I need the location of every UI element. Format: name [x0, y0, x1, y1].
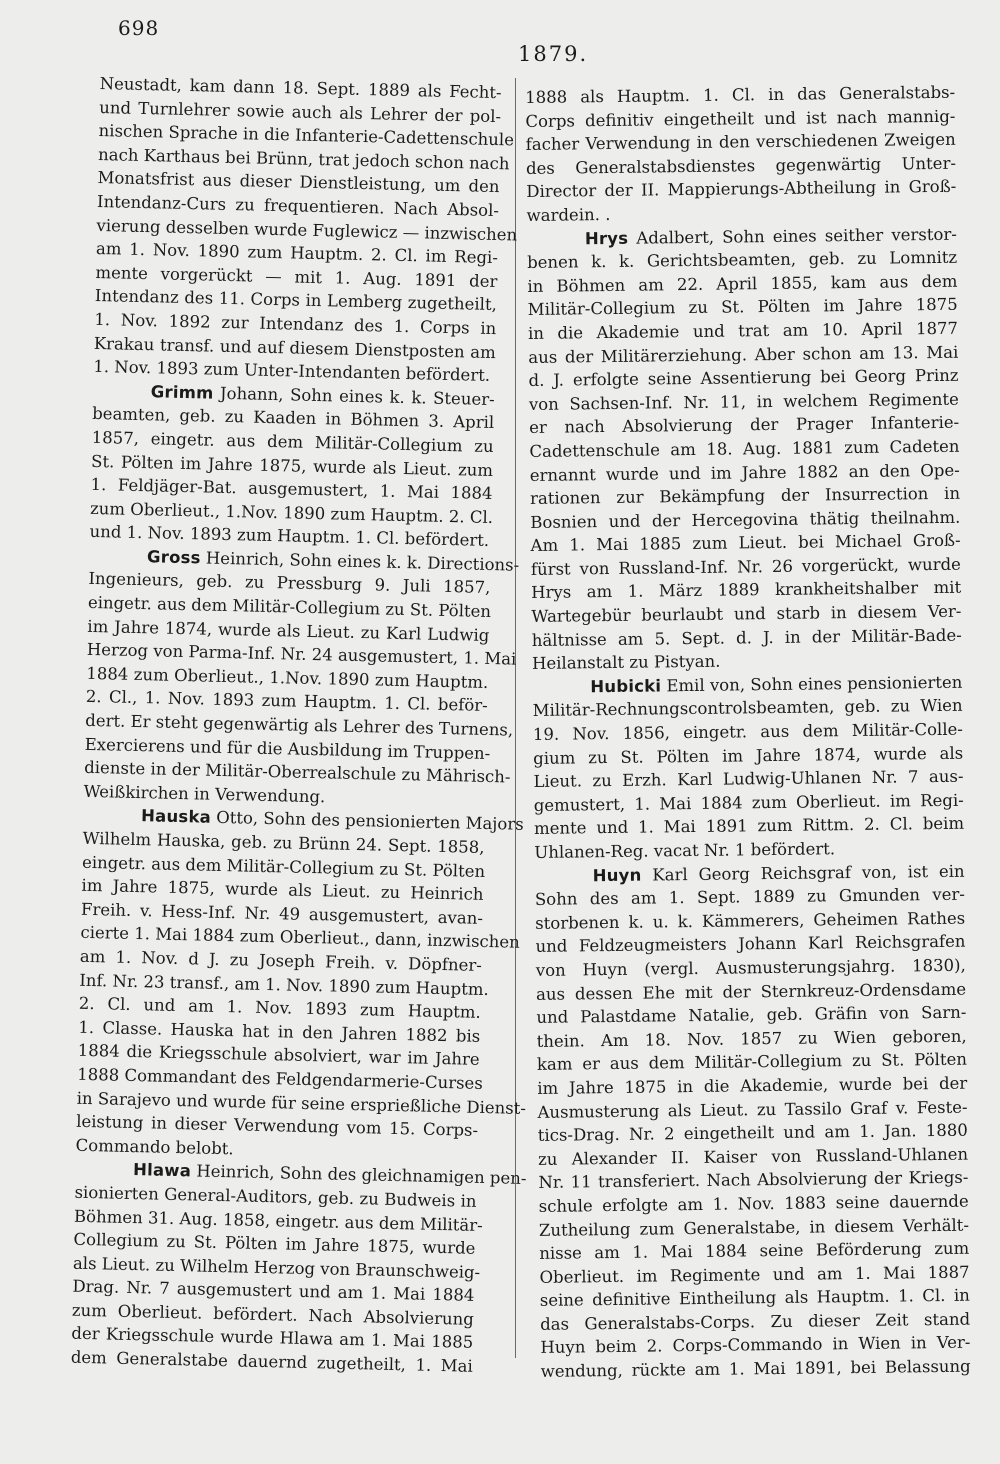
line-text: Intendanz-Curs zu frequentieren. Nach Absol- [96, 191, 500, 221]
line-text: Emil von, Sohn eines pensionierten [661, 672, 963, 696]
line-text: 2. Cl. und am 1. Nov. 1893 zum Hauptm. [78, 993, 481, 1023]
line-text: 1857, eingetr. aus dem Militär-Collegium zu [91, 427, 494, 456]
line-text: zum Oberlieut. befördert. Nach Absolvierung [71, 1300, 475, 1329]
line-text: zum Oberlieut., 1.Nov. 1890 zum Hauptm. 2. Cl. [89, 498, 494, 527]
right-column [525, 81, 971, 1384]
text-line [541, 1355, 971, 1384]
entry-name: Grimm [150, 381, 214, 403]
line-text: Oberlieut. im Regimente und am 1. Mai 1887 [539, 1262, 970, 1287]
line-text: Lieut. zu Erzh. Karl Ludwig-Uhlanen Nr. 7 aus- [533, 766, 964, 792]
line-text: rationen zur Bekämpfung der Insurrection in [529, 483, 961, 509]
line-text: Wilhelm Hauska, geb. zu Brünn 24. Sept. 1858, [82, 828, 485, 857]
line-text: Neustadt, kam dann 18. Sept. 1889 als Fecht- [99, 73, 502, 103]
line-text: kam er aus dem Militär-Collegium zu St. Pölten [536, 1050, 968, 1075]
line-text: 2. Cl., 1. Nov. 1893 zum Hauptm. 1. Cl. beför- [85, 687, 488, 716]
line-text: 1888 als Hauptm. 1. Cl. in das Generalstabs- [525, 82, 956, 107]
line-text: Herzog von Parma-Inf. Nr. 24 ausgemustert, 1. Mai [86, 640, 517, 669]
line-text: Adalbert, Sohn eines seither verstor- [628, 224, 957, 248]
line-text: Collegium zu St. Pölten im Jahre 1875, wurde [73, 1229, 476, 1258]
line-text: Cadettenschule am 18. Aug. 1881 zum Cadeten [529, 436, 960, 461]
line-text: eingetr. aus dem Militär-Collegium zu St. Pölten [81, 852, 486, 881]
line-text: Heinrich, Sohn eines k. k. Directions- [200, 548, 520, 575]
line-text: Weißkirchen in Verwendung. [83, 781, 326, 807]
line-text: 1. Classe. Hauska hat in den Jahren 1882 bis [78, 1017, 481, 1046]
line-text: Karl Georg Reichsgraf von, ist ein [641, 861, 965, 885]
line-text: Wartegebür beurlaubt und starb in diesem Ver- [531, 601, 962, 627]
line-text: von Sachsen-Inf. Nr. 11, in welchem Regimente [528, 389, 959, 414]
line-text: der Kriegsschule wurde Hlawa am 1. Mai 1885 [71, 1324, 474, 1353]
line-text: dienste in der Militär-Oberrealschule zu Mährisch- [84, 758, 511, 787]
line-text: Ingenieurs, geb. zu Pressburg 9. Juli 1857, [88, 569, 491, 598]
line-text: storbenen k. u. k. Kämmerers, Geheimen Rathes [535, 908, 966, 933]
line-text: nischen Sprache in die Infanterie-Cadettenschule [98, 121, 515, 150]
line-text: in Sarajevo und wurde für seine ersprießliche Dienst- [76, 1088, 527, 1118]
line-text: St. Pölten im Jahre 1875, wurde als Lieut. zum [90, 451, 494, 480]
line-text: 1. Feldjäger-Bat. ausgemustert, 1. Mai 1884 [90, 474, 493, 504]
line-text: tics-Drag. Nr. 2 eingetheilt und am 1. Jan. 1880 [537, 1120, 968, 1146]
line-text: seine definitive Eintheilung als Hauptm. 1. Cl. in [539, 1285, 970, 1311]
line-text: Hrys am 1. März 1889 krankheitshalber mit [531, 578, 962, 603]
line-text: Inf. Nr. 23 transf., am 1. Nov. 1890 zum Hauptm. [79, 970, 489, 999]
line-text: als Lieut. zu Wilhelm Herzog von Braunschweig- [72, 1253, 481, 1282]
line-text: fürst von Russland-Inf. Nr. 26 vorgerückt, wurde [530, 554, 961, 579]
page-year-heading: 1879. [518, 42, 589, 66]
line-text: 1884 die Kriegsschule absolviert, war im Jahre [77, 1041, 480, 1070]
line-text: sionierten General-Auditors, geb. zu Budweis in [74, 1182, 477, 1211]
line-text: zu Alexander II. Kaiser von Russland-Uhlanen [537, 1144, 969, 1169]
line-text: aus dessen Ehe mit der Sternkreuz-Ordensdame [535, 979, 967, 1004]
line-text: Director der II. Mappierungs-Abtheilung in Groß- [526, 177, 957, 202]
entry-name: Hauska [140, 806, 212, 828]
line-text: Nr. 11 transferiert. Nach Absolvierung der Kriegs- [538, 1167, 969, 1193]
line-text: am 1. Nov. d J. zu Joseph Freih. v. Döpfner- [79, 946, 483, 975]
line-text: Freih. v. Hess-Inf. Nr. 49 ausgemustert, avan- [80, 899, 484, 928]
line-text: Drag. Nr. 7 ausgemustert und am 1. Mai 1884 [72, 1276, 475, 1306]
line-text: Intendanz des 11. Corps in Lemberg zugetheilt, [94, 286, 498, 315]
line-text: 1884 zum Oberlieut., 1.Nov. 1890 zum Hauptm. [86, 663, 489, 692]
line-text: Johann, Sohn eines k. k. Steuer- [213, 383, 495, 409]
column-rule [515, 78, 516, 1358]
line-text: 19. Nov. 1856, eingetr. aus dem Militär-Colle- [532, 719, 964, 744]
line-text: hältnisse am 5. Sept. d. J. in der Militär-Bade- [531, 625, 962, 650]
entry-name: Gross [146, 547, 201, 568]
line-text: in die Akademie und trat am 10. April 1877 [527, 318, 959, 343]
line-text: d. J. erfolgte seine Assentierung bei Georg Prinz [528, 365, 959, 391]
left-column [70, 72, 527, 1378]
line-text: Sohn des am 1. Sept. 1889 zu Gmunden ver- [534, 884, 966, 910]
line-text: vierung desselben wurde Fuglewicz — inzwischen [96, 215, 518, 245]
entry-name: Huyn [592, 865, 642, 885]
line-text: und Feldzeugmeisters Johann Karl Reichsgrafen [535, 932, 966, 957]
line-text: Huyn beim 2. Corps-Commando in Wien in Ver- [540, 1333, 971, 1358]
line-text: eingetr. aus dem Militär-Collegium zu St. Pölten [87, 592, 492, 622]
line-text: und Palastdame Natalie, geb. Gräfin von Sarn- [536, 1002, 967, 1028]
line-text: Militär-Collegium zu St. Pölten im Jahre 1875 [527, 295, 958, 320]
line-text: im Jahre 1875 in die Akademie, wurde bei der [537, 1073, 968, 1098]
entry-name: Hrys [584, 228, 629, 248]
line-text: facher Verwendung in den verschiedenen Zweigen [525, 129, 956, 155]
line-text: mente und 1. Mai 1891 zum Rittm. 2. Cl. beim [533, 814, 965, 839]
line-text: ernannt wurde und im Jahre 1882 an den Ope- [529, 460, 960, 485]
line-text: thein. Am 18. Nov. 1857 zu Wien geboren, [536, 1026, 967, 1051]
line-text: 1888 Commandant des Feldgendarmerie-Curses [77, 1064, 484, 1093]
line-text: 1. Nov. 1893 zum Unter-Intendanten befördert. [93, 357, 491, 386]
line-text: Otto, Sohn des pensionierten Majors [210, 808, 524, 835]
line-text: Corps definitiv eingetheilt und ist nach mannig- [525, 106, 956, 131]
line-text: aus der Militärerziehung. Aber schon am 13. Mai [528, 342, 959, 367]
line-text: 1. Nov. 1892 zur Intendanz des 1. Corps in [94, 309, 497, 338]
line-text: des Generalstabsdienstes gegenwärtig Unter- [525, 153, 957, 178]
line-text: Monatsfrist aus dieser Dienstleistung, um den [97, 168, 500, 197]
line-text: im Jahre 1875, wurde als Lieut. zu Heinrich [81, 875, 484, 905]
line-text: von Huyn (vergl. Ausmusterungsjahrg. 1830), [535, 955, 966, 980]
line-text: Bosnien und der Hercegovina thätig theilnahm. [530, 507, 961, 532]
line-text: nach Karthaus bei Brünn, trat jedoch schon nach [97, 144, 510, 174]
line-text: Heinrich, Sohn des gleichnamigen pen- [190, 1161, 527, 1189]
line-text: im Jahre 1874, wurde als Lieut. zu Karl Ludwig [87, 616, 490, 645]
line-text: Zutheilung zum Generalstabe, in diesem Verhält- [538, 1215, 970, 1240]
line-text: schule erfolgte am 1. Nov. 1883 seine dauernde [538, 1191, 969, 1216]
line-text: dem Generalstabe dauernd zugetheilt, 1. Mai [70, 1347, 473, 1376]
line-text: Ausmusterung als Lieut. zu Tassilo Graf v. Feste- [537, 1097, 968, 1122]
line-text: Militär-Rechnungscontrolsbeamten, geb. zu Wien [532, 696, 963, 721]
line-text: Exercierens und für die Ausbildung im Truppen- [84, 734, 491, 763]
line-text: Uhlanen-Reg. vacat Nr. 1 befördert. [534, 839, 836, 862]
line-text: Commando belobt. [75, 1135, 234, 1159]
line-text: beamten, geb. zu Kaaden in Böhmen 3. April [92, 404, 495, 433]
line-text: Krakau transf. und auf diesem Dienstposten am [93, 333, 496, 362]
line-text: benen k. k. Gerichtsbeamten, geb. zu Lomnitz [527, 247, 958, 273]
line-text: Am 1. Mai 1885 zum Lieut. bei Michael Groß- [530, 530, 961, 556]
line-text: und Turnlehrer sowie auch als Lehrer der pol- [98, 97, 502, 126]
line-text: das Generalstabs-Corps. Zu dieser Zeit stand [540, 1309, 971, 1334]
line-text: cierte 1. Mai 1884 zum Oberlieut., dann, inzwischen [80, 923, 520, 953]
line-text: am 1. Nov. 1890 zum Hauptm. 2. Cl. im Regi- [95, 239, 499, 268]
page-number: 698 [118, 16, 160, 40]
line-text: Heilanstalt zu Pistyan. [531, 651, 721, 674]
line-text: wardein. . [526, 204, 611, 225]
line-text: Böhmen 31. Aug. 1858, eingetr. aus dem Militär- [73, 1206, 483, 1235]
entry-name: Hlawa [132, 1160, 192, 1181]
line-text: leistung in dieser Verwendung vom 15. Corps- [75, 1111, 479, 1140]
line-text: gemustert, 1. Mai 1884 zum Oberlieut. im Regi- [533, 790, 964, 815]
line-text: er nach Absolvierung der Prager Infanterie- [529, 413, 960, 438]
line-text: in Böhmen am 22. April 1855, kam aus dem [527, 271, 958, 296]
line-text: mente vorgerückt — mit 1. Aug. 1891 der [95, 262, 498, 291]
entry-name: Hubicki [590, 676, 662, 697]
line-text: wendung, rückte am 1. Mai 1891, bei Belassung [540, 1356, 971, 1381]
line-text: dert. Er steht gegenwärtig als Lehrer des Turnens, [85, 710, 514, 740]
line-text: gium zu St. Pölten im Jahre 1874, wurde als [533, 743, 964, 768]
line-text: nisse am 1. Mai 1884 seine Beförderung zum [539, 1238, 970, 1264]
line-text: und 1. Nov. 1893 zum Hauptm. 1. Cl. befördert. [89, 522, 490, 551]
